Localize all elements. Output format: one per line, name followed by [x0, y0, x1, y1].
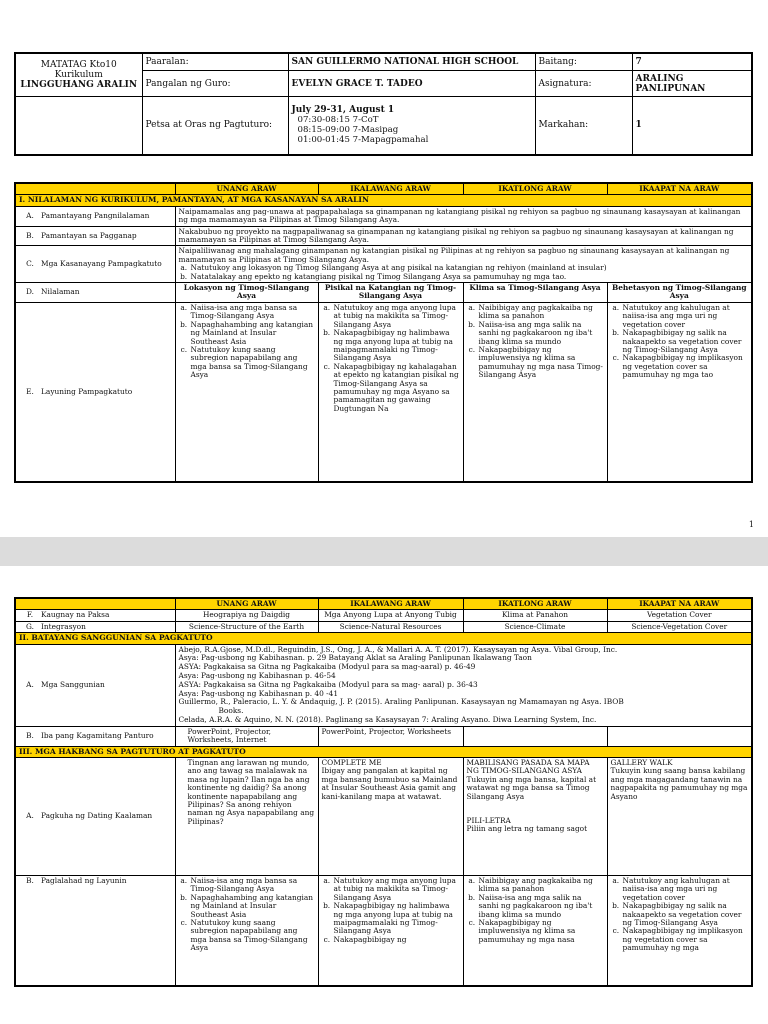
school-value: SAN GUILLERMO NATIONAL HIGH SCHOOL	[288, 53, 535, 71]
empty-cover-cell	[15, 97, 142, 155]
list-item: b. Naiisa-isa ang mga salik na sanhi ng pagkakaroon ng iba't ibang klima sa mundo	[478, 894, 604, 919]
row-label-text: Mga Sanggunian	[41, 680, 105, 689]
reference-line: ASYA: Pagkakaisa sa Gitna ng Pagkakaiba (Modyul para sa mag-aaral) p. 46-49	[178, 662, 476, 672]
competencies-list	[179, 264, 749, 281]
date-value: July 29-31, August 1	[291, 105, 395, 116]
row-key: A.	[26, 680, 34, 689]
row-key: B.	[26, 731, 34, 740]
topic-cell: Pisikal na Katangian ng Timog-Silangang Asya	[318, 283, 463, 303]
list-item: b. Napaghahambing ang katangian ng Mainland at Insular Southeast Asia	[190, 894, 315, 919]
integration-row	[15, 621, 752, 632]
row-label-text: Integrasyon	[41, 621, 86, 631]
topic-cell: Klima sa Timog-Silangang Asya	[463, 283, 607, 303]
row-label	[15, 621, 175, 632]
competencies-row	[15, 246, 752, 283]
objectives-day2	[318, 302, 463, 482]
lesson-table-page2	[14, 597, 753, 987]
list-item: a. Naibibigay ang pagkakaiba ng klima sa panahon	[478, 304, 604, 321]
related-topic-cell: Vegetation Cover	[607, 610, 752, 621]
objectives-day3	[463, 302, 607, 482]
row-label-text: Paglalahad ng Layunin	[41, 876, 127, 886]
row-key: E.	[26, 386, 34, 396]
list-item: a. Natutukoy ang kahulugan at naiisa-isa ang mga uri ng vegetation cover	[622, 877, 749, 902]
prior-knowledge-day4	[607, 758, 752, 876]
list-item: c. Natutukoy kung saang subregion napapabilang ang mga bansa sa Timog-Silangang Asya	[190, 346, 315, 380]
row-label	[15, 226, 175, 246]
reference-line: Asya: Pag-usbong ng Kabihasnan. p. 29 Batayang Aklat sa Araling Panlipunan Ikalawang Taon	[178, 653, 532, 663]
row-key: G.	[26, 621, 34, 631]
content-row	[15, 283, 752, 303]
row-label	[15, 610, 175, 621]
schedule-cell	[288, 97, 535, 155]
list-item: b. Nakapagbibigay ng salik na nakaapekto sa vegetation cover ng Timog-Silangang Asya	[622, 902, 749, 927]
competencies-cell	[175, 246, 752, 283]
integration-cell: Science-Natural Resources	[318, 621, 463, 632]
row-label-text: Mga Kasanayang Pampagkatuto	[41, 259, 162, 269]
objectives-day1	[175, 302, 318, 482]
section-title: II. BATAYANG SANGGUNIAN SA PAGKATUTO	[15, 633, 752, 644]
activity-text: Ibigay ang pangalan at kapital ng mga bansang bumubuo sa Mainland at Insular Southeast Asia gamit ang kani-kanilang mapa at watawat.	[321, 766, 458, 801]
section-row	[15, 746, 752, 757]
references-row	[15, 644, 752, 726]
materials-day2: PowerPoint, Projector, Worksheets	[318, 726, 463, 746]
row-label	[15, 876, 175, 986]
day-header: IKATLONG ARAW	[463, 183, 607, 195]
reference-line: Celada, A.R.A. & Aquino, N. N. (2018). Paglinang sa Kasaysayan 7: Araling Asyano. Diwa Learning System, Inc.	[178, 715, 597, 724]
section-title: III. MGA HAKBANG SA PAGTUTURO AT PAGKATUTO	[15, 746, 752, 757]
objectives-presentation-row	[15, 876, 752, 986]
section-row	[15, 633, 752, 644]
row-label	[15, 726, 175, 746]
reference-line: Abejo, R.A.Gjose, M.D.dl., Reguindin, J.S., Ong, J. A., & Mallari A. A. T. (2017). Kasaysayan ng Asya. Vibal Group, Inc.	[178, 644, 618, 654]
content-standard-row	[15, 206, 752, 226]
list-item: a. Natutukoy ang lokasyon ng Timog Silangang Asya at ang pisikal na katangian ng rehiyon (mainland at insular)	[190, 264, 749, 272]
list-item: b. Nakapagbibigay ng halimbawa ng mga anyong lupa at tubig na maipagmamalaki ng Timog-Silangang Asya	[333, 329, 460, 363]
integration-cell: Science-Vegetation Cover	[607, 621, 752, 632]
performance-standard-text: Nakabubuo ng proyekto na nagpapaliwanag sa ginampanan ng katangiang pisikal ng rehiyon sa pagbuo ng sinaunang kasaysayan at kalinangan ng mamamayan sa Pilipinas at Timog Silangang Asya.	[175, 226, 752, 246]
row-label-text: Pamantayang Pangnilalaman	[41, 211, 150, 221]
list-item: a. Naibibigay ang pagkakaiba ng klima sa panahon	[478, 877, 604, 894]
reference-line: Books.	[218, 706, 244, 716]
document-title: LINGGUHANG ARALIN	[20, 80, 138, 90]
cover-cell	[15, 53, 142, 97]
schedule-line: 08:15-09:00 7-Masipag	[297, 125, 399, 136]
cover-line: MATATAG Kto10	[40, 60, 117, 70]
reference-line: ASYA: Pagkakaisa sa Gitna ng Pagkakaiba (Modyul para sa mag- aaral) p. 36-43	[178, 679, 478, 689]
day-header-row	[15, 183, 752, 195]
row-label-text: Pamantayan sa Pagganap	[41, 230, 137, 240]
row-label-text: Layuning Pampagkatuto	[41, 386, 133, 396]
materials-day4	[607, 726, 752, 746]
materials-day1: PowerPoint, Projector, Worksheets, Internet	[175, 726, 318, 746]
list-item: b. Nakapagbibigay ng salik na nakaapekto sa vegetation cover ng Timog-Silangang Asya	[622, 329, 749, 354]
integration-cell: Science-Structure of the Earth	[175, 621, 318, 632]
row-label-text: Pagkuha ng Dating Kaalaman	[41, 811, 153, 821]
row-label	[15, 246, 175, 283]
row-label	[15, 644, 175, 726]
row-key: D.	[25, 287, 34, 297]
activity-title: MABILISANG PASADA SA MAPA NG TIMOG-SILANGANG ASYA	[466, 758, 590, 776]
teacher-label: Pangalan ng Guro:	[142, 71, 288, 97]
list-item: c. Nakapagbibigay ng	[333, 936, 460, 944]
reference-line: Asya: Pag-usbong ng Kabihasnan p. 40 -41	[178, 688, 339, 698]
topic-cell: Lokasyon ng Timog-Silangang Asya	[175, 283, 318, 303]
schedule-line: 07:30-08:15 7-CoT	[297, 115, 379, 126]
list-item: a. Naiisa-isa ang mga bansa sa Timog-Silangang Asya	[190, 877, 315, 894]
row-key: A.	[26, 211, 34, 221]
prior-knowledge-day1: Tingnan ang larawan ng mundo, ano ang tawag sa malalawak na masa ng lupain? Ilan nga ba ang kontinente ng daidig? Sa anong kontinente napapabilang ang Pilipinas? Sa anong rehiyon naman ng Asya napapabilang ang Pilipinas?	[175, 758, 318, 876]
blank-header	[15, 598, 175, 610]
list-item: b. Naiisa-isa ang mga salik na sanhi ng pagkakaroon ng iba't ibang klima sa mundo	[478, 321, 604, 346]
activity-text: Piliin ang letra ng tamang sagot	[466, 824, 588, 834]
row-label	[15, 302, 175, 482]
list-item: a. Natutukoy ang kahulugan at naiisa-isa ang mga uri ng vegetation cover	[622, 304, 749, 329]
blank-header	[15, 183, 175, 195]
day-header: IKALAWANG ARAW	[318, 183, 463, 195]
grade-value: 7	[632, 53, 752, 71]
materials-row	[15, 726, 752, 746]
activity-title: GALLERY WALK	[610, 758, 673, 768]
list-item: c. Nakapagbibigay ng impluwensiya ng klima sa pamumuhay ng mga nasa Timog-Silangang Asya	[478, 346, 604, 380]
reference-line: Guillermo, R., Paleracio, L. Y. & Andaquig, J. P. (2015). Araling Panlipunan. Kasaysayan ng Mamamayan ng Asya. IBOB	[178, 697, 624, 707]
activity-text: Tukuyin kung saang bansa kabilang ang mga magagandang tanawin na nagpapakita ng pamumuhay ng mga Asyano	[610, 766, 748, 801]
list-item: b. Napaghahambing ang katangian ng Mainland at Insular Southeast Asia	[190, 321, 315, 346]
subject-label: Asignatura:	[535, 71, 632, 97]
objectives-row	[15, 302, 752, 482]
materials-day3	[463, 726, 607, 746]
row-label-text: Iba pang Kagamitang Panturo	[41, 731, 154, 740]
grade-label: Baitang:	[535, 53, 632, 71]
list-item: c. Nakapagbibigay ng kahalagahan at epekto ng katangian pisikal ng Timog-Silangang Asya sa pamumuhay ng mga Asyano sa pamamagitan ng gawaing Dugtungan Na	[333, 363, 460, 413]
schedule-line: 01:00-01:45 7-Mapagpamahal	[297, 135, 429, 146]
page-2	[0, 566, 768, 1024]
header-table	[14, 52, 753, 156]
prior-knowledge-row	[15, 758, 752, 876]
day-header: UNANG ARAW	[175, 598, 318, 610]
teacher-value: EVELYN GRACE T. TADEO	[288, 71, 535, 97]
reference-line: Asya: Pag-usbong ng Kabihasnan p. 46-54	[178, 671, 336, 681]
performance-standard-row	[15, 226, 752, 246]
school-label: Paaralan:	[142, 53, 288, 71]
prior-knowledge-day3	[463, 758, 607, 876]
related-topic-row	[15, 610, 752, 621]
cover-line: Kurikulum	[54, 70, 103, 80]
section-title: I. NILALAMAN NG KURIKULUM, PAMANTAYAN, AT MGA KASANAYAN SA ARALIN	[15, 195, 752, 206]
lesson-table-page1	[14, 182, 753, 483]
row-label	[15, 206, 175, 226]
topic-cell: Behetasyon ng Timog-Silangang Asya	[607, 283, 752, 303]
section-row	[15, 195, 752, 206]
related-topic-cell: Heograpiya ng Daigdig	[175, 610, 318, 621]
row-label-text: Nilalaman	[41, 287, 80, 297]
row-label-text: Kaugnay na Paksa	[41, 610, 110, 620]
row-key: B.	[26, 230, 34, 240]
presentation-day1	[175, 876, 318, 986]
day-header: IKAAPAT NA ARAW	[607, 598, 752, 610]
row-key: A.	[26, 811, 34, 821]
day-header: IKALAWANG ARAW	[318, 598, 463, 610]
activity-text: Tukuyin ang mga bansa, kapital at watawat ng mga bansa sa Timog Silangang Asya	[466, 774, 597, 801]
row-key: C.	[26, 259, 34, 269]
list-item: c. Natutukoy kung saang subregion napapabilang ang mga bansa sa Timog-Silangang Asya	[190, 919, 315, 953]
day-header: IKAAPAT NA ARAW	[607, 183, 752, 195]
list-item: a. Natutukoy ang mga anyong lupa at tubig na makikita sa Timog-Silangang Asya	[333, 877, 460, 902]
row-label	[15, 283, 175, 303]
activity-title: COMPLETE ME	[321, 758, 382, 768]
prior-knowledge-day2	[318, 758, 463, 876]
content-standard-text: Naipamamalas ang pag-unawa at pagpapahalaga sa ginampanan ng katangiang pisikal ng rehiyon sa pagbuo ng sinaunang kasaysayan at kalinangan ng mga mamamayan sa Pilipinas at Timog Silangang Asya.	[175, 206, 752, 226]
quarter-label: Markahan:	[535, 97, 632, 155]
competencies-text: Naipaliliwanag ang mahalagang ginampanan ng katangian pisikal ng Pilipinas at ng rehiyon sa pagbuo ng sinaunang kasaysayan at kalinangan ng mamamayan sa Pilipinas at Timog Silangang Asya.	[178, 246, 730, 264]
presentation-day3	[463, 876, 607, 986]
list-item: b. Natatalakay ang epekto ng katangiang pisikal ng Timog Silangang Asya sa pamumuhay ng mga tao.	[190, 273, 749, 281]
list-item: c. Nakapagbibigay ng impluwensiya ng klima sa pamumuhay ng mga nasa	[478, 919, 604, 944]
row-key: F.	[26, 610, 34, 620]
row-label	[15, 758, 175, 876]
datetime-label: Petsa at Oras ng Pagtuturo:	[142, 97, 288, 155]
subject-value: ARALING PANLIPUNAN	[632, 71, 752, 97]
related-topic-cell: Klima at Panahon	[463, 610, 607, 621]
presentation-day4	[607, 876, 752, 986]
row-key: B.	[26, 876, 34, 886]
day-header: UNANG ARAW	[175, 183, 318, 195]
presentation-day2	[318, 876, 463, 986]
day-header-row	[15, 598, 752, 610]
integration-cell: Science-Climate	[463, 621, 607, 632]
references-cell	[175, 644, 752, 726]
objectives-day4	[607, 302, 752, 482]
page-number: 1	[748, 520, 754, 529]
day-header: IKATLONG ARAW	[463, 598, 607, 610]
quarter-value: 1	[632, 97, 752, 155]
list-item: a. Naiisa-isa ang mga bansa sa Timog-Silangang Asya	[190, 304, 315, 321]
list-item: c. Nakapagbibigay ng implikasyon ng vegetation cover sa pamumuhay ng mga	[622, 927, 749, 952]
list-item: c. Nakapagbibigay ng implikasyon ng vegetation cover sa pamumuhay ng mga tao	[622, 354, 749, 379]
list-item: b. Nakapagbibigay ng halimbawa ng mga anyong lupa at tubig na maipagmamalaki ng Timog-Silangang Asya	[333, 902, 460, 936]
list-item: a. Natutukoy ang mga anyong lupa at tubig na makikita sa Timog-Silangang Asya	[333, 304, 460, 329]
activity-title: PILI-LETRA	[466, 816, 511, 826]
related-topic-cell: Mga Anyong Lupa at Anyong Tubig	[318, 610, 463, 621]
